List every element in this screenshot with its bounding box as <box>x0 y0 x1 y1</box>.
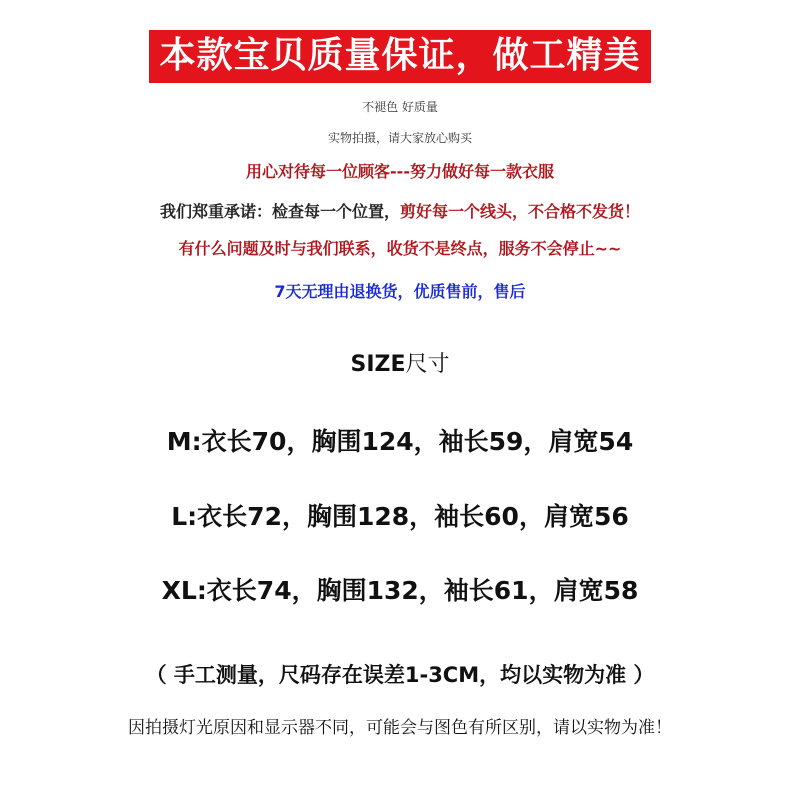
commitment-line <box>0 204 800 220</box>
quality-banner: 本款宝贝质量保证，做工精美 <box>149 30 650 83</box>
size-heading <box>0 354 800 376</box>
size-heading-bold: SIZE <box>350 352 406 377</box>
banner-container <box>0 30 800 83</box>
contact-line: 有什么问题及时与我们联系，收货不是终点，服务不会停止~~ <box>178 239 622 258</box>
size-heading-rest: 尺寸 <box>405 352 450 377</box>
color-disclaimer: 因拍摄灯光原因和显示器不同，可能会与图色有所区别，请以实物为准！ <box>128 718 672 738</box>
commitment-prefix: 我们郑重承诺：检查每一个位置， <box>159 202 400 221</box>
size-row-xl: XL:衣长74，胸围132，袖长61，肩宽58 <box>161 576 639 605</box>
intro-line-color: 不褪色 好质量 <box>362 100 438 114</box>
measurement-note: （ 手工测量，尺码存在误差1-3CM，均以实物为准 ） <box>145 663 655 687</box>
intro-line-photo: 实物拍摄，请大家放心购买 <box>327 131 472 145</box>
size-row-l: L:衣长72，胸围128，袖长60，肩宽56 <box>171 502 629 531</box>
commitment-highlight: 剪好每一个线头，不合格不发货！ <box>400 202 641 221</box>
service-slogan: 用心对待每一位顾客---努力做好每一款衣服 <box>246 162 554 181</box>
returns-line: 7天无理由退换货，优质售前，售后 <box>274 282 526 301</box>
size-row-m: M:衣长70，胸围124，袖长59，肩宽54 <box>166 427 634 456</box>
